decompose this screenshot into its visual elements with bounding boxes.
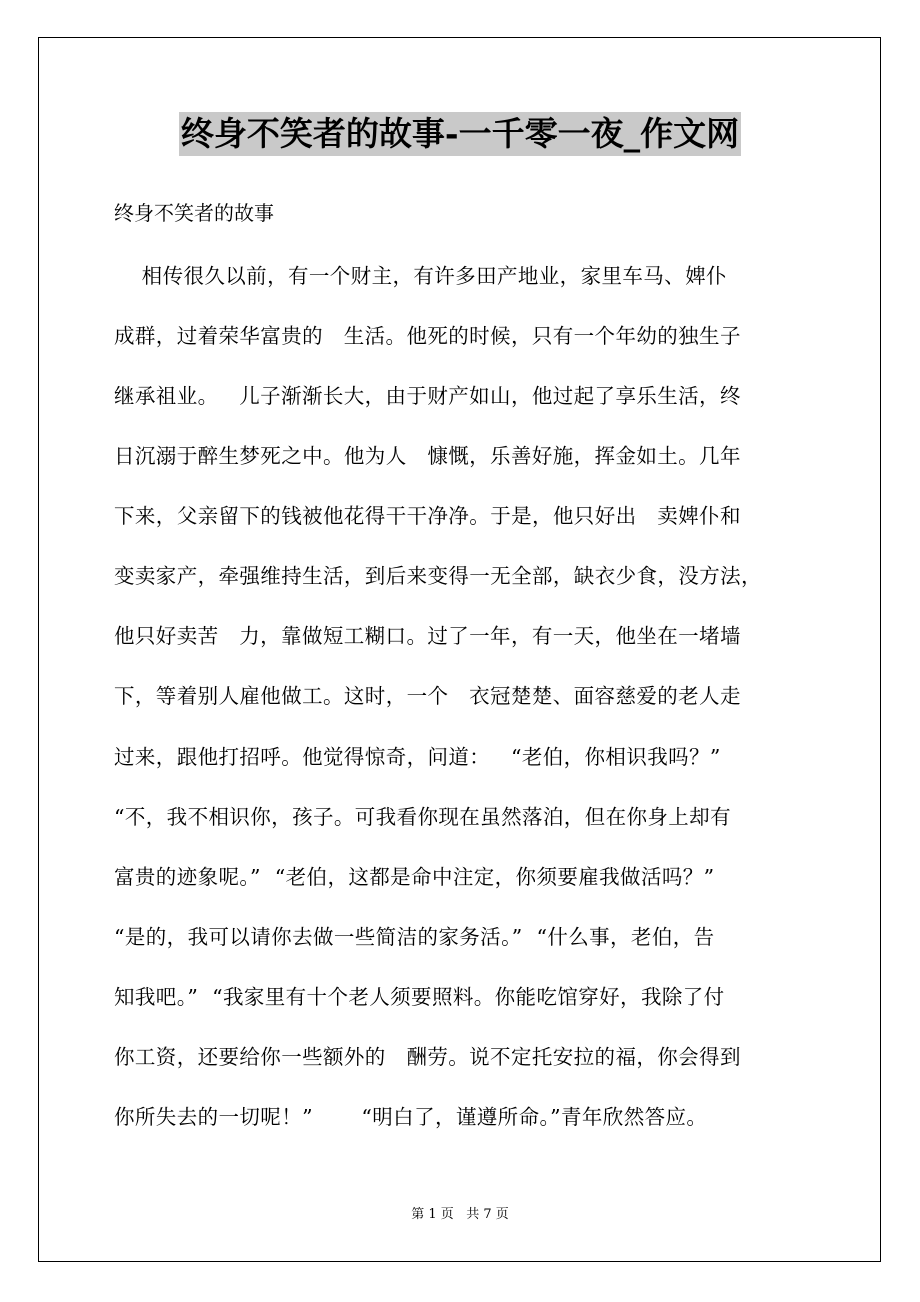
text-line: 富贵的迹象呢。” “老伯，这都是命中注定，你须要雇我做活吗？” [114,865,715,889]
title-container [0,112,920,156]
text-line: 你所失去的一切呢！” “明白了，谨遵所命。”青年欣然答应。 [114,1105,708,1129]
text-line: 变卖家产，牵强维持生活，到后来变得一无全部，缺衣少食，没方法， [114,564,762,588]
text-line: 下，等着别人雇他做工。这时，一个 衣冠楚楚、面容慈爱的老人走 [114,684,741,708]
text-line: “不，我不相识你，孩子。可我看你现在虽然落泊，但在你身上却有 [114,805,731,829]
document-subtitle: 终身不笑者的故事 [114,201,274,225]
page-footer: 第 1 页 共 7 页 [411,1207,509,1222]
text-line: 成群，过着荣华富贵的 生活。他死的时候，只有一个年幼的独生子 [114,324,741,348]
text-line: 你工资，还要给你一些额外的 酬劳。说不定托安拉的福，你会得到 [114,1045,741,1069]
text-line: 他只好卖苦 力，靠做短工糊口。过了一年，有一天，他坐在一堵墙 [114,624,741,648]
text-line: 日沉溺于醉生梦死之中。他为人 慷慨，乐善好施，挥金如土。几年 [114,444,741,468]
text-line: “是的，我可以请你去做一些简洁的家务活。” “什么事，老伯，告 [114,925,715,949]
document-title: 终身不笑者的故事-一千零一夜_作文网 [179,112,741,156]
text-line: 下来，父亲留下的钱被他花得干干净净。于是，他只好出 卖婢仆和 [114,504,741,528]
text-line: 过来，跟他打招呼。他觉得惊奇，问道： “老伯，你相识我吗？” [114,745,721,769]
text-line: 继承祖业。 儿子渐渐长大，由于财产如山，他过起了享乐生活，终 [114,384,741,408]
text-line: 相传很久以前，有一个财主，有许多田产地业，家里车马、婢仆 [114,264,727,288]
text-line: 知我吧。” “我家里有十个老人须要照料。你能吃馆穿好，我除了付 [114,985,725,1009]
